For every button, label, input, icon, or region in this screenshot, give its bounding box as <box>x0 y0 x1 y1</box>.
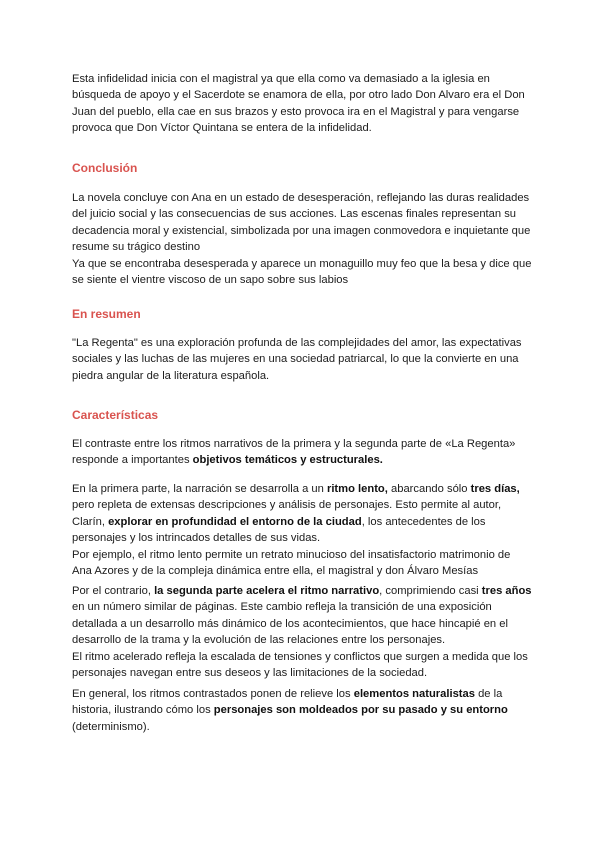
features-p6-text-d: (determinismo). <box>72 720 150 733</box>
features-p2-text-a: En la primera parte, la narración se desarrolla a un <box>72 483 327 495</box>
features-p4-bold-2: tres años <box>481 585 532 597</box>
features-p1-bold: objetivos temáticos y estructurales. <box>192 454 383 467</box>
features-p2-bold-2: tres días, <box>470 483 520 495</box>
features-paragraph-4-block <box>72 583 532 681</box>
features-p6-bold-1: elementos naturalistas <box>353 688 475 700</box>
features-p2-text-e: , los antecedentes de los personajes y los intrincados detalles de sus vidas. <box>72 515 486 545</box>
conclusion-heading-block <box>72 160 532 176</box>
features-paragraph-1-block <box>72 436 532 469</box>
features-p6-bold-2: personajes son moldeados por su pasado y su entorno <box>213 704 508 717</box>
features-p6-text-c: de la historia, ilustrando cómo los <box>72 688 503 717</box>
features-p2-bold-1: ritmo lento, <box>326 483 388 495</box>
features-p4-text-a: Por el contrario, <box>72 585 155 597</box>
features-p2-text-c: abarcando sólo <box>387 483 471 495</box>
features-p1-text: El contraste entre los ritmos narrativos de la primera y la segunda parte de «La Regenta» responde a importantes <box>72 438 516 467</box>
features-paragraph-4 <box>72 583 532 649</box>
features-p6-text-a: En general, los ritmos contrastados ponen de relieve los <box>72 688 354 700</box>
conclusion-body <box>72 190 532 288</box>
summary-body <box>72 335 532 384</box>
features-heading-block <box>72 407 532 423</box>
features-paragraph-2 <box>72 481 532 547</box>
summary-heading: En resumen <box>72 307 141 321</box>
intro-paragraph-block <box>72 71 532 137</box>
features-paragraph-1 <box>72 436 532 469</box>
features-paragraph-2-block <box>72 481 532 579</box>
features-p4-text-c: , comprimiendo casi <box>379 585 482 597</box>
features-paragraph-6 <box>72 686 532 735</box>
features-p4-bold-1: la segunda parte acelera el ritmo narrativo <box>154 585 380 597</box>
features-paragraph-6-block <box>72 686 532 735</box>
conclusion-paragraph-1: La novela concluye con Ana en un estado de desesperación, reflejando las duras realidades del juicio social y las consecuencias de sus acciones. Las escenas finales representan su decadencia moral y existencial, simbolizada por una imagen conmovedora e inquietante que resume su trágico destino <box>72 192 531 254</box>
summary-paragraph: "La Regenta" es una exploración profunda de las complejidades del amor, las expectativas sociales y las luchas de las mujeres en una sociedad patriarcal, lo que la convierte en una piedra angular de la literatura española. <box>72 337 522 382</box>
features-p2-text-d: pero repleta de extensas descripciones y análisis de personajes. Esto permite al autor, Clarín, <box>72 499 502 528</box>
features-heading: Características <box>72 408 159 422</box>
conclusion-paragraph-2: Ya que se encontraba desesperada y aparece un monaguillo muy feo que la besa y dice que se siente el vientre viscoso de un sapo sobre sus labios <box>72 257 532 287</box>
intro-paragraph: Esta infidelidad inicia con el magistral ya que ella como va demasiado a la iglesia en búsqueda de apoyo y el Sacerdote se enamora de ella, por otro lado Don Alvaro era el Don Juan del pueblo, ella cae en sus brazos y esto provoca ira en el Magistral y para vengarse provoca que Don Víctor Quintana se entera de la infidelidad. <box>72 73 525 135</box>
features-paragraph-3: Por ejemplo, el ritmo lento permite un retrato minucioso del insatisfactorio matrimonio de Ana Azores y de la compleja dinámica entre ella, el magistral y don Álvaro Mesías <box>72 548 511 578</box>
summary-heading-block <box>72 306 532 322</box>
features-paragraph-5: El ritmo acelerado refleja la escalada de tensiones y conflictos que surgen a medida que los personajes navegan entre sus deseos y las limitaciones de la sociedad. <box>72 650 528 680</box>
features-p2-bold-3: explorar en profundidad el entorno de la ciudad <box>108 515 362 528</box>
features-p4-text-d: en un número similar de páginas. Este cambio refleja la transición de una exposición detallada a un desarrollo más dinámico de los acontecimientos, que hace hincapié en el desarrollo de la trama y la evolución de las relaciones entre los personajes. <box>72 601 508 647</box>
conclusion-heading: Conclusión <box>72 161 138 175</box>
